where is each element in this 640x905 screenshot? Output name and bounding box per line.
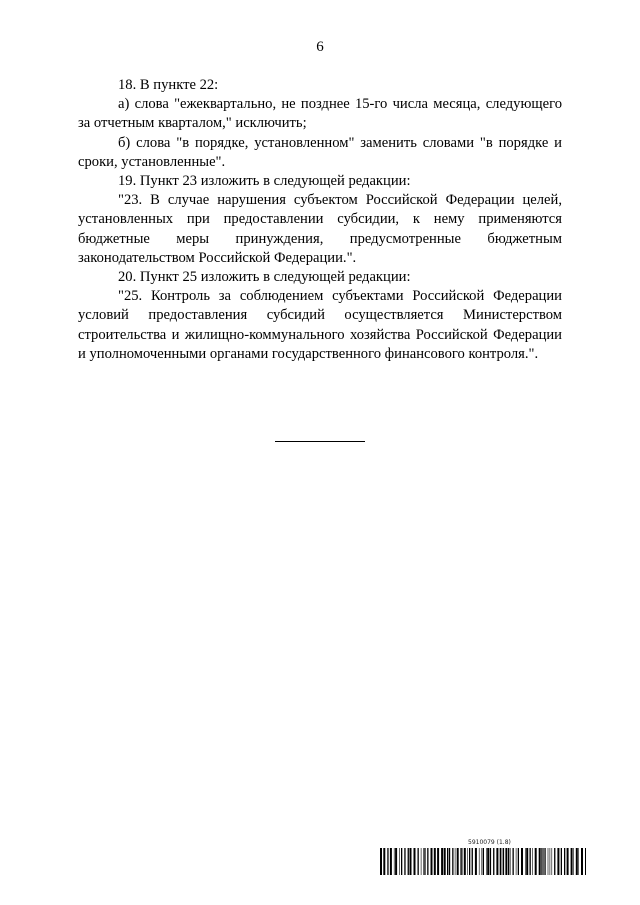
end-separator-line — [275, 441, 365, 442]
paragraph-item-18a: а) слова "ежеквартально, не позднее 15-го числа месяца, следующего за отчетным кварталом," исключить; — [78, 96, 562, 132]
paragraph-item-19: 19. Пункт 23 изложить в следующей редакции: — [118, 173, 411, 190]
barcode-block — [380, 839, 586, 875]
barcode-image — [380, 848, 586, 875]
paragraph-item-19-text: "23. В случае нарушения субъектом Российской Федерации целей, установленных при предоставлении субсидии, к нему применяются бюджетные меры принуждения, предусмотренные бюджетным законодательством Российской Федерации.". — [78, 192, 562, 266]
paragraph-item-20-text: "25. Контроль за соблюдением субъектами Российской Федерации условий предоставления субсидий осуществляется Министерством строительства и жилищно-коммунального хозяйства Российской Федерации и уполномоченными органами государственного финансового контроля.". — [78, 288, 562, 362]
document-body — [78, 76, 562, 364]
paragraph-item-20: 20. Пункт 25 изложить в следующей редакции: — [118, 269, 411, 286]
page-number: 6 — [316, 39, 324, 55]
paragraph-item-18b: б) слова "в порядке, установленном" заменить словами "в порядке и сроки, установленные". — [78, 134, 562, 170]
barcode-label: 5910079 (1.8) — [468, 839, 511, 846]
paragraph-item-18: 18. В пункте 22: — [118, 77, 219, 93]
